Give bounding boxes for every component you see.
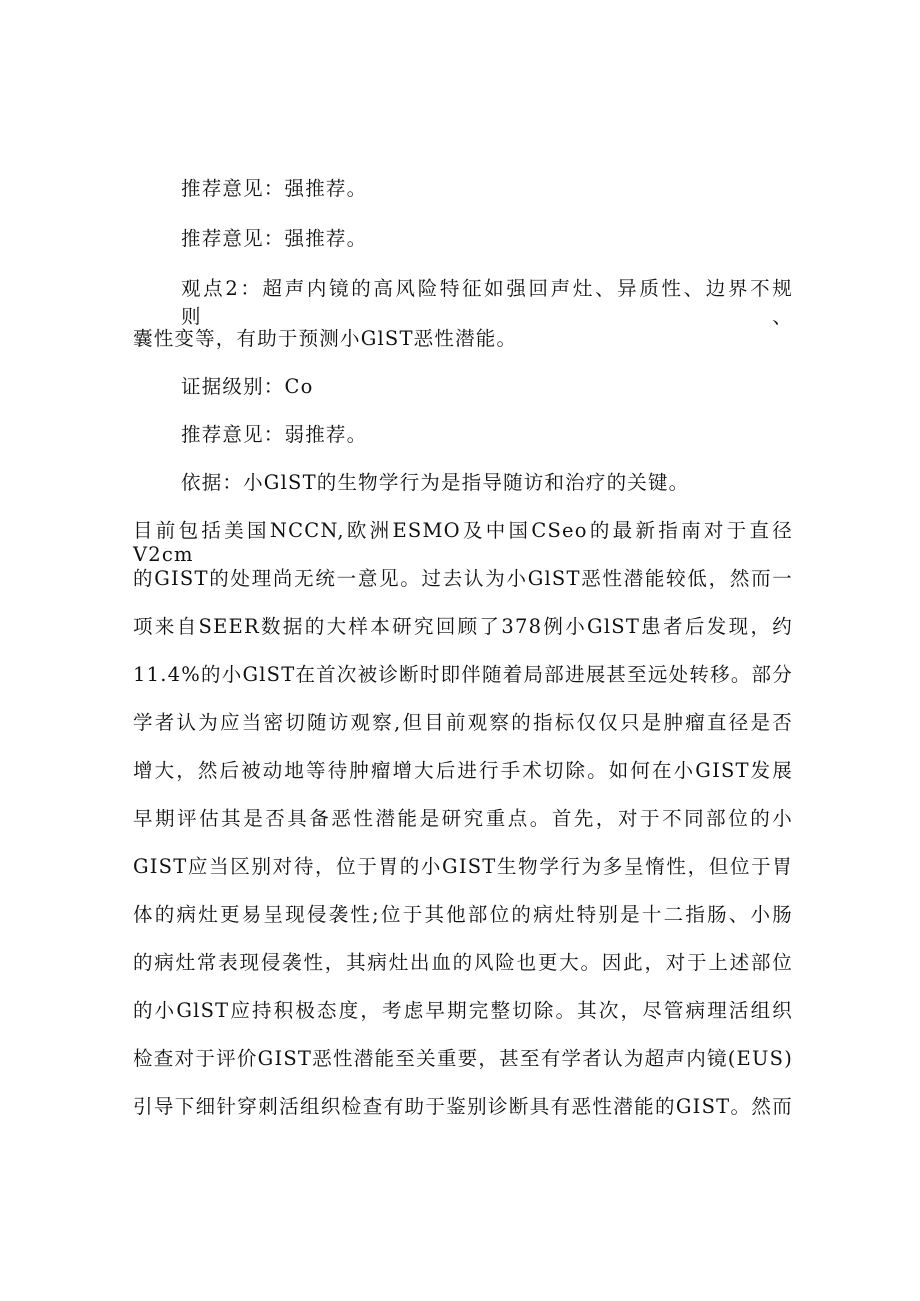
paragraph-line-9: 体的病灶更易呈现侵袭性;位于其他部位的病灶特别是十二指肠、小肠 — [133, 903, 793, 926]
paragraph-line-10: 的病灶常表现侵袭性，其病灶出血的风险也更大。因此，对于上述部位 — [133, 951, 793, 974]
basis-line: 依据：小GlST的生物学行为是指导随访和治疗的关键。 — [181, 471, 690, 494]
viewpoint-2-line-1: 观点2：超声内镜的高风险特征如强回声灶、异质性、边界不规则、 — [181, 277, 793, 328]
paragraph-line-4: 11.4%的小GlST在首次被诊断时即伴随着局部进展甚至远处转移。部分 — [133, 663, 793, 686]
evidence-level-line: 证据级别：Co — [181, 375, 314, 398]
recommendation-line-1: 推荐意见：强推荐。 — [181, 177, 368, 200]
paragraph-line-2: 的GIST的处理尚无统一意见。过去认为小GlST恶性潜能较低，然而一 — [133, 567, 793, 590]
recommendation-line-2: 推荐意见：强推荐。 — [181, 227, 368, 250]
paragraph-line-3: 项来自SEER数据的大样本研究回顾了378例小GlST患者后发现，约 — [133, 615, 793, 638]
recommendation-line-3: 推荐意见：弱推荐。 — [181, 423, 368, 446]
paragraph-line-7: 早期评估其是否具备恶性潜能是研究重点。首先，对于不同部位的小 — [133, 807, 793, 830]
paragraph-line-8: GIST应当区别对待，位于胃的小GIST生物学行为多呈惰性，但位于胃 — [133, 855, 793, 878]
paragraph-line-1: 目前包括美国NCCN,欧洲ESMO及中国CSeo的最新指南对于直径V2cm — [133, 519, 793, 566]
paragraph-line-11: 的小GlST应持积极态度，考虑早期完整切除。其次，尽管病理活组织 — [133, 999, 793, 1022]
paragraph-line-12: 检查对于评价GIST恶性潜能至关重要，甚至有学者认为超声内镜(EUS) — [133, 1047, 793, 1070]
viewpoint-2-line-2: 囊性变等，有助于预测小GlST恶性潜能。 — [133, 327, 518, 350]
paragraph-line-5: 学者认为应当密切随访观察,但目前观察的指标仅仅只是肿瘤直径是否 — [133, 711, 793, 734]
paragraph-line-6: 增大，然后被动地等待肿瘤增大后进行手术切除。如何在小GIST发展 — [133, 759, 793, 782]
paragraph-line-13: 引导下细针穿刺活组织检查有助于鉴别诊断具有恶性潜能的GIST。然而 — [133, 1095, 793, 1118]
